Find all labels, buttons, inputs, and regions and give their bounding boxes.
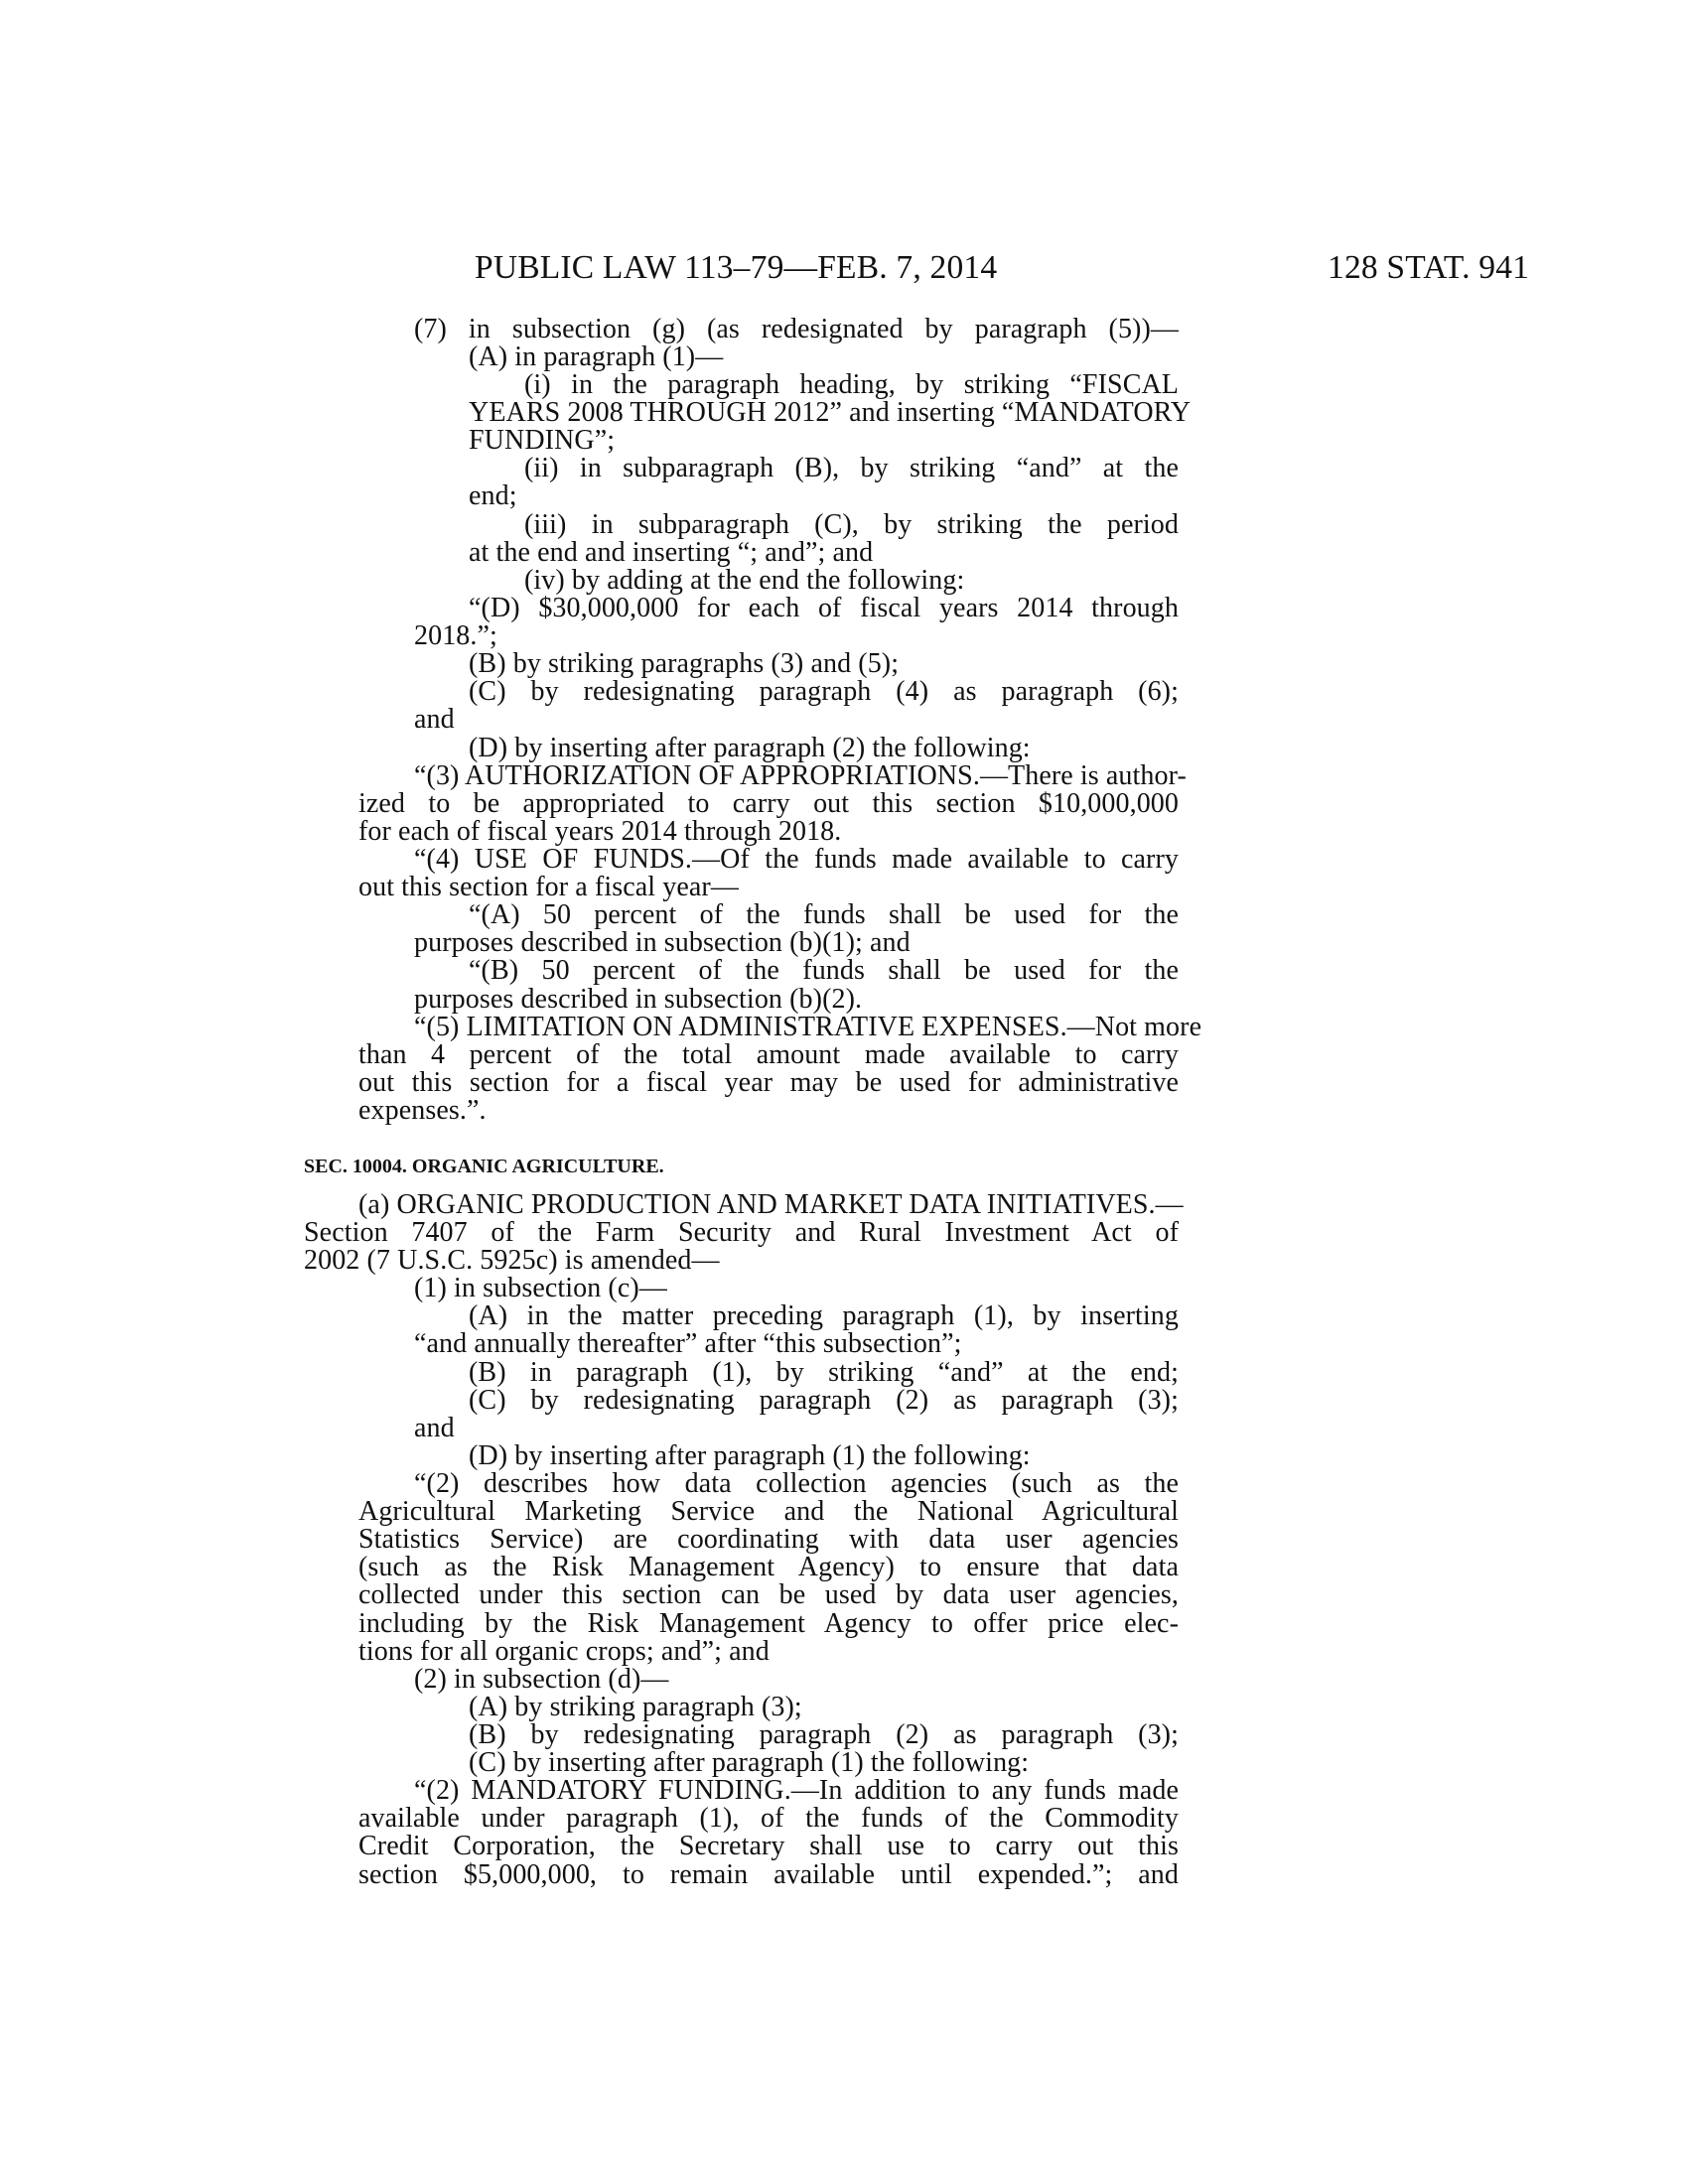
running-header-title: PUBLIC LAW 113–79—FEB. 7, 2014 bbox=[475, 249, 998, 286]
text-line: out this section for a fiscal year may be used for administrative bbox=[358, 1067, 1179, 1098]
page-stat-number: 128 STAT. 941 bbox=[1328, 249, 1530, 286]
text-line: expenses.”. bbox=[358, 1095, 487, 1126]
text-line: section $5,000,000, to remain available until expended.”; and bbox=[358, 1859, 1179, 1890]
text-line: “(D) $30,000,000 for each of fiscal years 2014 through bbox=[469, 593, 1179, 623]
text-line: 2002 (7 U.S.C. 5925c) is amended— bbox=[304, 1245, 720, 1276]
text-line: “(2) MANDATORY FUNDING.—In addition to any funds made bbox=[414, 1775, 1179, 1806]
text-line: (C) by redesignating paragraph (4) as paragraph (6); bbox=[469, 676, 1179, 707]
text-line: (D) by inserting after paragraph (2) the following: bbox=[469, 733, 1031, 763]
text-line: Agricultural Marketing Service and the National Agricultural bbox=[358, 1496, 1179, 1527]
text-line: purposes described in subsection (b)(2). bbox=[414, 984, 863, 1015]
text-line: (iv) by adding at the end the following: bbox=[524, 565, 965, 596]
text-line: (a) ORGANIC PRODUCTION AND MARKET DATA INITIATIVES.— bbox=[358, 1189, 1184, 1220]
text-line: and bbox=[414, 704, 455, 735]
text-line: (A) in the matter preceding paragraph (1), by inserting bbox=[469, 1300, 1179, 1331]
text-line: and bbox=[414, 1413, 455, 1443]
text-line: (iii) in subparagraph (C), by striking the period bbox=[524, 509, 1179, 540]
text-line: at the end and inserting “; and”; and bbox=[469, 537, 874, 568]
text-line: (B) by redesignating paragraph (2) as paragraph (3); bbox=[469, 1719, 1179, 1750]
text-line: available under paragraph (1), of the funds of the Commodity bbox=[358, 1803, 1179, 1834]
text-line: out this section for a fiscal year— bbox=[358, 872, 739, 902]
text-line: “(B) 50 percent of the funds shall be used for the bbox=[469, 955, 1179, 986]
text-line: YEARS 2008 THROUGH 2012” and inserting “MANDATORY bbox=[469, 397, 1192, 428]
text-line: (1) in subsection (c)— bbox=[414, 1273, 667, 1303]
text-line: (B) in paragraph (1), by striking “and” at the end; bbox=[469, 1357, 1179, 1388]
text-line: collected under this section can be used by data user agencies, bbox=[358, 1579, 1179, 1610]
text-line: (such as the Risk Management Agency) to ensure that data bbox=[358, 1552, 1179, 1582]
text-line: “(4) USE OF FUNDS.—Of the funds made available to carry bbox=[414, 844, 1179, 875]
text-line: 2018.”; bbox=[414, 620, 497, 651]
text-line: “(5) LIMITATION ON ADMINISTRATIVE EXPENSES.—Not more bbox=[414, 1012, 1202, 1042]
text-line: ized to be appropriated to carry out this section $10,000,000 bbox=[358, 788, 1179, 819]
text-line: FUNDING”; bbox=[469, 425, 616, 456]
text-line: (B) by striking paragraphs (3) and (5); bbox=[469, 648, 900, 679]
text-line: (7) in subsection (g) (as redesignated by paragraph (5))— bbox=[414, 314, 1179, 344]
text-line: (C) by redesignating paragraph (2) as paragraph (3); bbox=[469, 1385, 1179, 1416]
text-line: (i) in the paragraph heading, by striking “FISCAL bbox=[524, 369, 1179, 400]
section-heading: SEC. 10004. ORGANIC AGRICULTURE. bbox=[304, 1156, 664, 1177]
text-line: Statistics Service) are coordinating with data user agencies bbox=[358, 1524, 1179, 1555]
text-line: (C) by inserting after paragraph (1) the following: bbox=[469, 1747, 1030, 1778]
text-line: “(3) AUTHORIZATION OF APPROPRIATIONS.—There is author- bbox=[414, 760, 1187, 791]
text-line: Section 7407 of the Farm Security and Rural Investment Act of bbox=[304, 1217, 1179, 1248]
text-line: tions for all organic crops; and”; and bbox=[358, 1636, 770, 1667]
text-line: (A) in paragraph (1)— bbox=[469, 341, 724, 372]
text-line: (A) by striking paragraph (3); bbox=[469, 1692, 802, 1722]
text-line: (D) by inserting after paragraph (1) the following: bbox=[469, 1440, 1031, 1471]
text-line: “(2) describes how data collection agencies (such as the bbox=[414, 1468, 1179, 1499]
text-line: end; bbox=[469, 480, 517, 511]
text-line: for each of fiscal years 2014 through 2018. bbox=[358, 816, 842, 847]
text-line: than 4 percent of the total amount made available to carry bbox=[358, 1039, 1179, 1070]
text-line: “(A) 50 percent of the funds shall be used for the bbox=[469, 899, 1179, 930]
text-line: including by the Risk Management Agency to offer price elec- bbox=[358, 1608, 1179, 1639]
text-line: Credit Corporation, the Secretary shall use to carry out this bbox=[358, 1831, 1179, 1861]
text-line: purposes described in subsection (b)(1); and bbox=[414, 927, 911, 958]
text-line: (2) in subsection (d)— bbox=[414, 1664, 669, 1695]
text-line: (ii) in subparagraph (B), by striking “and” at the bbox=[524, 453, 1179, 483]
text-line: “and annually thereafter” after “this subsection”; bbox=[414, 1328, 962, 1359]
